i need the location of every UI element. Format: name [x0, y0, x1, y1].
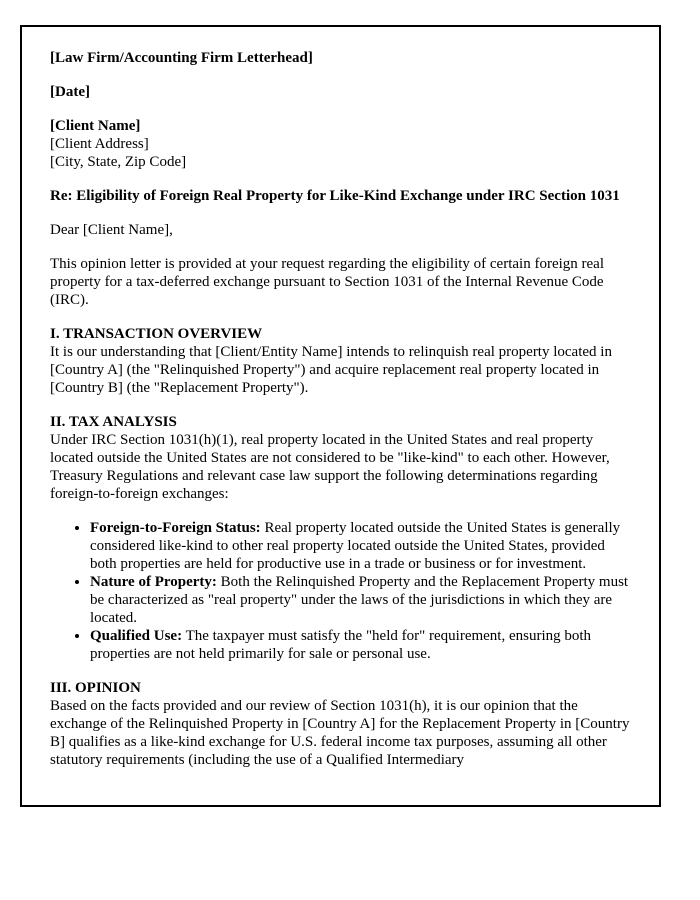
section-heading-opinion: III. OPINION: [50, 680, 141, 696]
bullet-nature-of-property: [90, 573, 631, 627]
section-body-opinion: Based on the facts provided and our review of Section 1031(h), it is our opinion that the exchange of the Relinquished Property in [Country A] for the Replacement Property in [Country B] qualifies as a like-kind exchange for U.S. federal income tax purposes, assuming all other statutory requirements (including the use of a Qualified Intermediary: [50, 698, 630, 768]
salutation: Dear [Client Name],: [50, 222, 173, 238]
bullet-text: Both the Relinquished Property and the Replacement Property must be characterized as "real property" under the laws of the jurisdictions in which they are located.: [90, 574, 629, 626]
bullet-qualified-use: [90, 627, 631, 663]
bullet-text: The taxpayer must satisfy the "held for" requirement, ensuring both properties are not held primarily for sale or personal use.: [90, 628, 592, 662]
bullet-text: Real property located outside the United States is generally considered like-kind to other real property located outside the United States, provided both properties are held for productive use in a trade or business or for investment.: [90, 520, 621, 572]
intro-paragraph: This opinion letter is provided at your request regarding the eligibility of certain foreign real property for a tax-deferred exchange pursuant to Section 1031 of the Internal Revenue Code (IRC).: [50, 256, 604, 308]
section-heading-overview: I. TRANSACTION OVERVIEW: [50, 326, 263, 342]
client-address-block: [50, 117, 631, 171]
bullet-label: Nature of Property:: [90, 574, 217, 590]
client-name: [Client Name]: [50, 118, 141, 134]
section-heading-analysis: II. TAX ANALYSIS: [50, 414, 177, 430]
bullet-label: Qualified Use:: [90, 628, 183, 644]
section-transaction-overview: [50, 325, 631, 397]
section-body-overview: It is our understanding that [Client/Entity Name] intends to relinquish real property located in [Country A] (the "Relinquished Property") and acquire replacement real property located in [Country B] (the "Replacement Property").: [50, 344, 612, 396]
bullet-foreign-to-foreign: [90, 519, 631, 573]
section-opinion: [50, 679, 631, 769]
letterhead: [Law Firm/Accounting Firm Letterhead]: [50, 50, 313, 66]
client-address: [Client Address]: [50, 136, 149, 152]
subject-line: Re: Eligibility of Foreign Real Property for Like-Kind Exchange under IRC Section 1031: [50, 188, 620, 204]
section-body-analysis: Under IRC Section 1031(h)(1), real property located in the United States and real property located outside the United States are not considered to be "like-kind" to each other. However, Treasury Regulations and relevant case law support the following determinations regarding foreign-to-foreign exchanges:: [50, 432, 610, 502]
letter-page: [20, 25, 661, 807]
date-line: [Date]: [50, 84, 90, 100]
client-city-state-zip: [City, State, Zip Code]: [50, 154, 187, 170]
analysis-bullet-list: [50, 519, 631, 663]
bullet-label: Foreign-to-Foreign Status:: [90, 520, 261, 536]
section-tax-analysis: [50, 413, 631, 663]
